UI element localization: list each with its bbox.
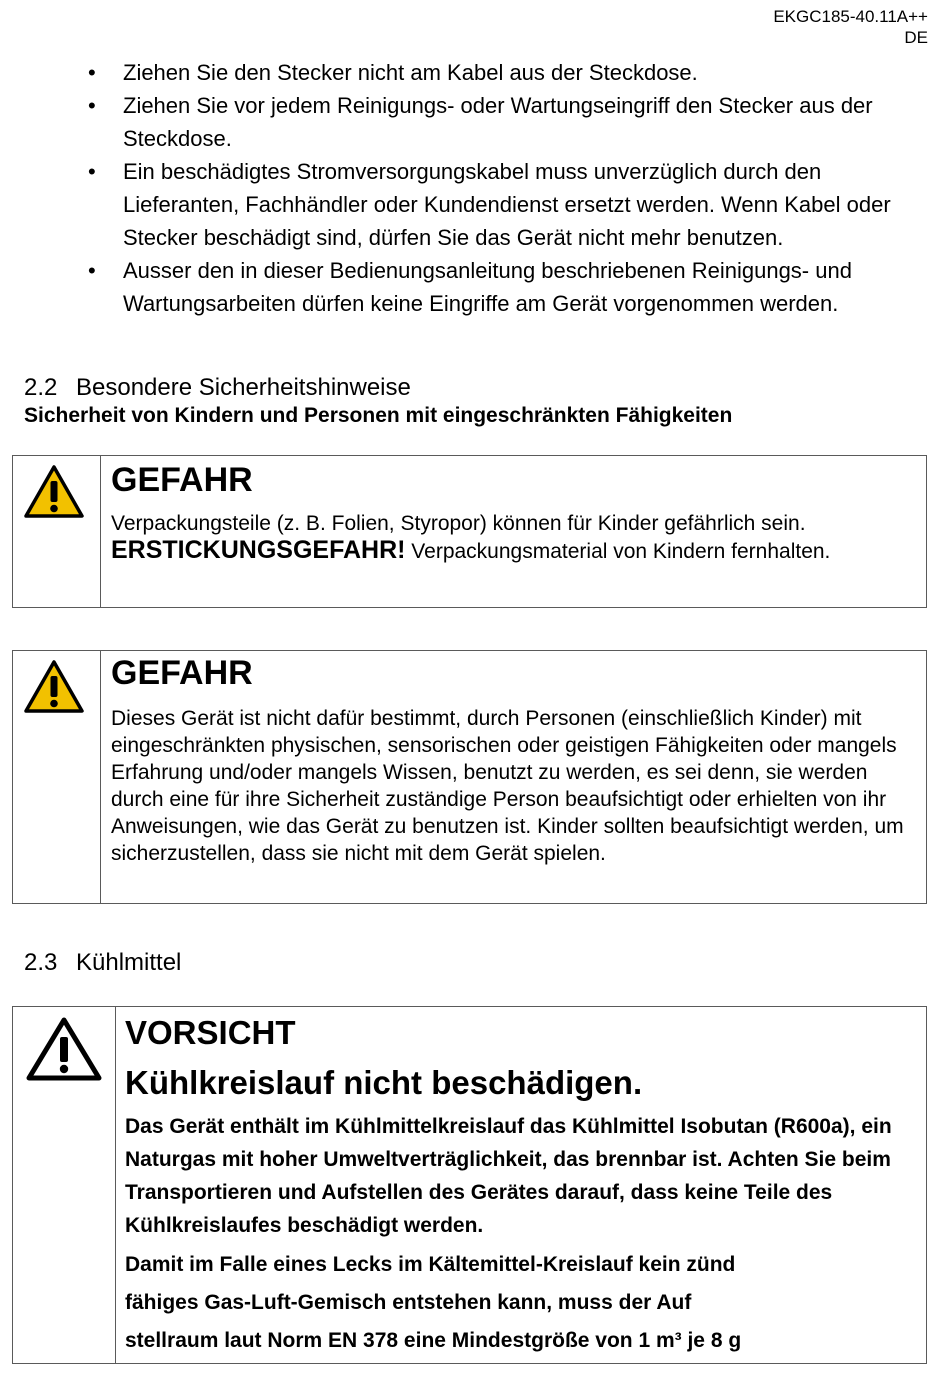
section-number: 2.2 xyxy=(24,374,58,401)
warning-text xyxy=(111,510,918,565)
document-code xyxy=(773,6,928,48)
warning-triangle-icon xyxy=(23,659,85,715)
bullet-item: • Ausser den in dieser Bedienungsanleitung beschriebenen Reinigungs- und Wartungsarbeiten dürfen keine Eingriffe am Gerät vorgenommen werden. xyxy=(88,254,908,320)
section-title: Besondere Sicherheitshinweise xyxy=(76,374,411,401)
subheading: Sicherheit von Kindern und Personen mit eingeschränkten Fähigkeiten xyxy=(24,404,733,427)
language-code: DE xyxy=(904,28,928,47)
caution-line: Damit im Falle eines Lecks im Kältemittel-Kreislauf kein zünd xyxy=(125,1253,736,1276)
warning-box-1 xyxy=(12,455,927,608)
warning-triangle-outline-icon xyxy=(25,1015,103,1083)
section-number: 2.3 xyxy=(24,949,58,976)
caution-line: stellraum laut Norm EN 378 eine Mindestgröße von 1 m³ je 8 g xyxy=(125,1329,742,1352)
safety-bullet-list xyxy=(88,56,908,320)
icon-cell xyxy=(13,1007,116,1363)
signal-word: GEFAHR xyxy=(111,461,253,499)
section-heading-2-3 xyxy=(24,948,181,978)
signal-word: GEFAHR xyxy=(111,654,253,692)
caution-content xyxy=(125,1008,918,1360)
warning-line: Verpackungsmaterial von Kindern fernhalten. xyxy=(405,540,831,563)
warning-line: Verpackungsteile (z. B. Folien, Styropor) können für Kinder gefährlich sein. xyxy=(111,512,806,535)
signal-word: VORSICHT xyxy=(125,1014,296,1051)
warning-emphasis: ERSTICKUNGSGEFAHR! xyxy=(111,536,406,564)
warning-content xyxy=(111,653,918,867)
icon-cell xyxy=(13,651,101,903)
caution-box xyxy=(12,1006,927,1364)
warning-text: Dieses Gerät ist nicht dafür bestimmt, durch Personen (einschließlich Kinder) mit eingeschränkten physischen, sensorischen oder geistigen Fähigkeiten oder mangels Erfahrung und/oder mangels Wissen, benutzt zu werden, es sei denn, sie werden durch eine für ihre Sicherheit zuständige Person beaufsichtigt oder erhielten von ihr Anweisungen, wie das Gerät zu benutzen ist. Kinder sollten beaufsichtigt werden, um sicherzustellen, dass sie nicht mit dem Gerät spielen. xyxy=(111,707,904,865)
caution-paragraph xyxy=(125,1246,918,1360)
caution-headline: Kühlkreislauf nicht beschädigen. xyxy=(125,1064,643,1101)
caution-line: fähiges Gas-Luft-Gemisch entstehen kann, muss der Auf xyxy=(125,1291,692,1314)
section-heading-2-2 xyxy=(24,373,411,403)
warning-box-2 xyxy=(12,650,927,904)
warning-content xyxy=(111,460,918,565)
warning-triangle-icon xyxy=(23,464,85,520)
bullet-item: • Ziehen Sie vor jedem Reinigungs- oder Wartungseingriff den Stecker aus der Steckdose. xyxy=(88,89,908,155)
bullet-item: • Ein beschädigtes Stromversorgungskabel muss unverzüglich durch den Lieferanten, Fachhändler oder Kundendienst ersetzt werden. Wenn Kabel oder Stecker beschädigt sind, dürfen Sie das Gerät nicht mehr benutzen. xyxy=(88,155,908,254)
doc-code: EKGC185-40.11A++ xyxy=(773,7,928,26)
icon-cell xyxy=(13,456,101,607)
caution-paragraph: Das Gerät enthält im Kühlmittelkreislauf das Kühlmittel Isobutan (R600a), ein Naturgas mit hoher Umweltverträglichkeit, das brennbar ist. Achten Sie beim Transportieren und Aufstellen des Gerätes darauf, dass keine Teile des Kühlkreislaufes beschädigt werden. xyxy=(125,1115,892,1237)
bullet-item: • Ziehen Sie den Stecker nicht am Kabel aus der Steckdose. xyxy=(88,56,908,89)
section-title: Kühlmittel xyxy=(76,949,182,976)
